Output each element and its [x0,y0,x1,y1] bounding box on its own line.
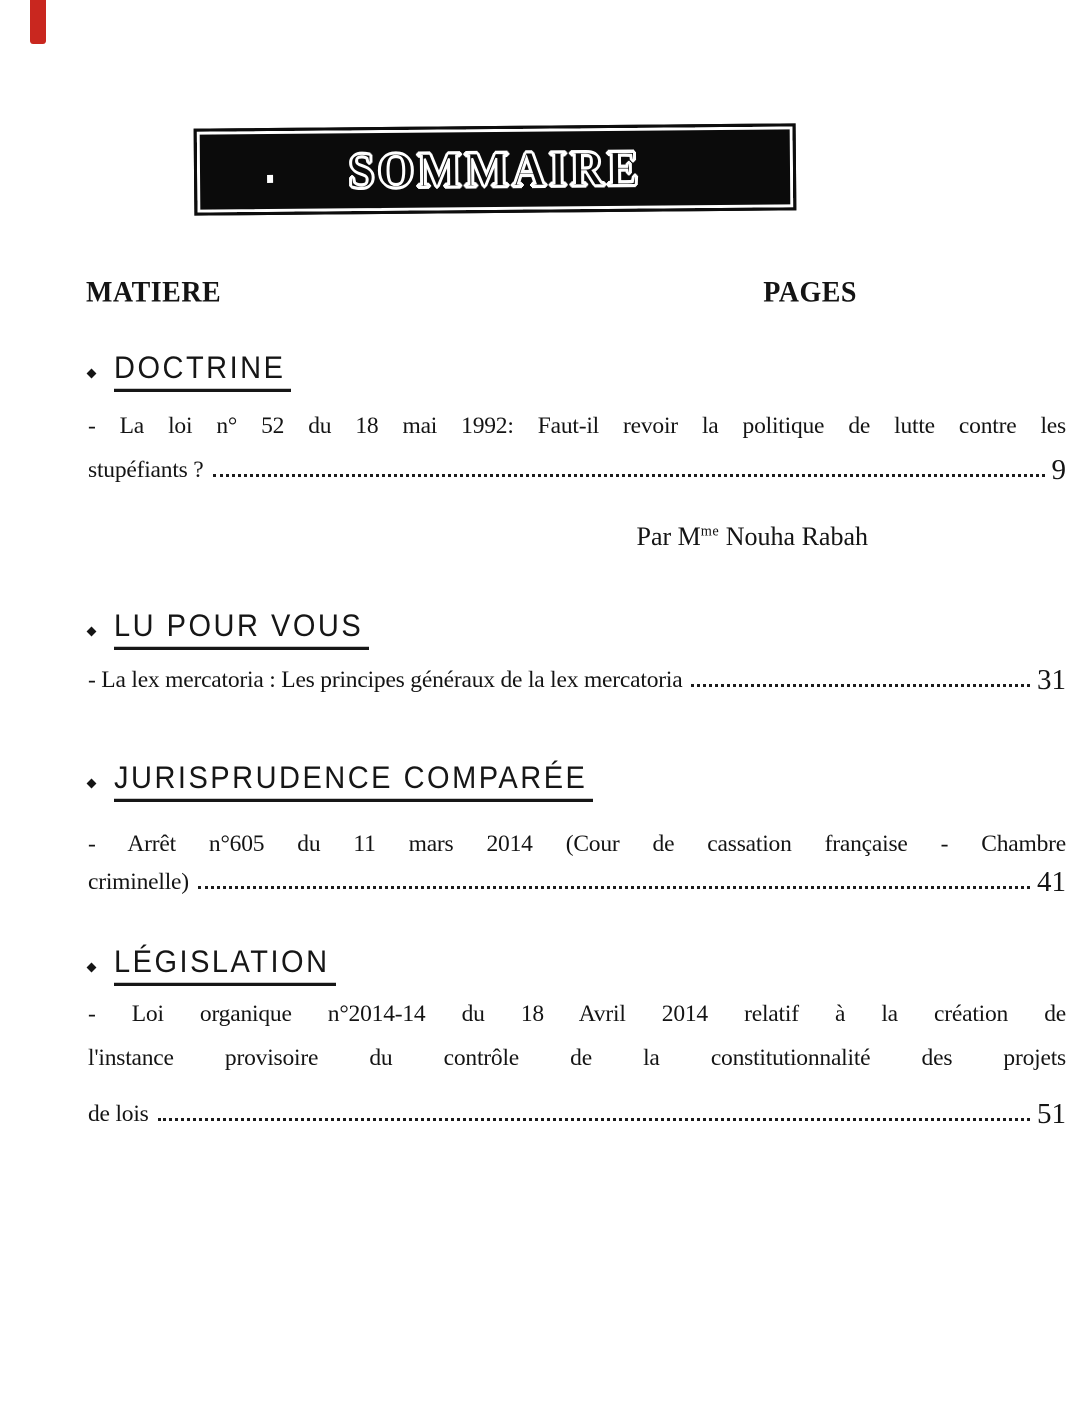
bullet-icon [87,962,97,972]
matiere-column-header: MATIERE [86,276,222,309]
byline-prefix: Par M [636,522,701,551]
section-heading-jurisprudence [88,760,868,802]
entry-line: - La loi n° 52 du 18 mai 1992: Faut-il revoir la politique de lutte contre les [88,413,1066,439]
entry-last-line: de lois [88,1101,149,1127]
page-title: SOMMAIRE [348,140,642,199]
author-byline [88,522,876,552]
dotted-leader [158,1118,1030,1121]
entry-leader-row [88,666,1066,695]
entry-line: - Loi organique n°2014-14 du 18 Avril 2014 relatif à la création de [88,1001,1066,1027]
bullet-icon [87,626,97,636]
entry-line: - Arrêt n°605 du 11 mars 2014 (Cour de cassation française - Chambre [88,831,1066,857]
byline-superscript: me [700,523,720,540]
byline-rest: Nouha Rabah [719,522,868,551]
banner-white-speck [267,175,273,183]
dotted-leader [213,474,1045,477]
red-scan-artifact [30,0,46,44]
section-heading-legislation [88,944,868,986]
pages-column-header: PAGES [763,276,857,309]
page-number: 9 [1051,454,1066,487]
entry-leader-row [88,868,1066,897]
section-heading-label: LU POUR VOUS [114,609,369,650]
page-number: 31 [1037,664,1066,697]
section-heading-label: LÉGISLATION [114,945,336,986]
dotted-leader [691,684,1030,687]
bullet-icon [87,368,97,378]
bullet-icon [87,778,97,788]
section-heading-doctrine [88,350,868,392]
column-headers [86,277,857,309]
section-heading-lu-pour-vous [88,608,868,650]
page-number: 41 [1037,866,1066,899]
entry-last-line: criminelle) [88,869,189,895]
entry-line: l'instance provisoire du contrôle de la constitutionnalité des projets [88,1045,1066,1071]
entry-last-line: - La lex mercatoria : Les principes généraux de la lex mercatoria [88,667,683,693]
entry-leader-row [88,456,1066,485]
dotted-leader [198,886,1030,889]
entry-last-line: stupéfiants ? [88,457,204,483]
section-heading-label: DOCTRINE [114,351,291,392]
sommaire-banner [194,123,797,215]
entry-leader-row [88,1100,1066,1129]
section-heading-label: JURISPRUDENCE COMPARÉE [114,761,593,802]
page-number: 51 [1037,1098,1066,1131]
